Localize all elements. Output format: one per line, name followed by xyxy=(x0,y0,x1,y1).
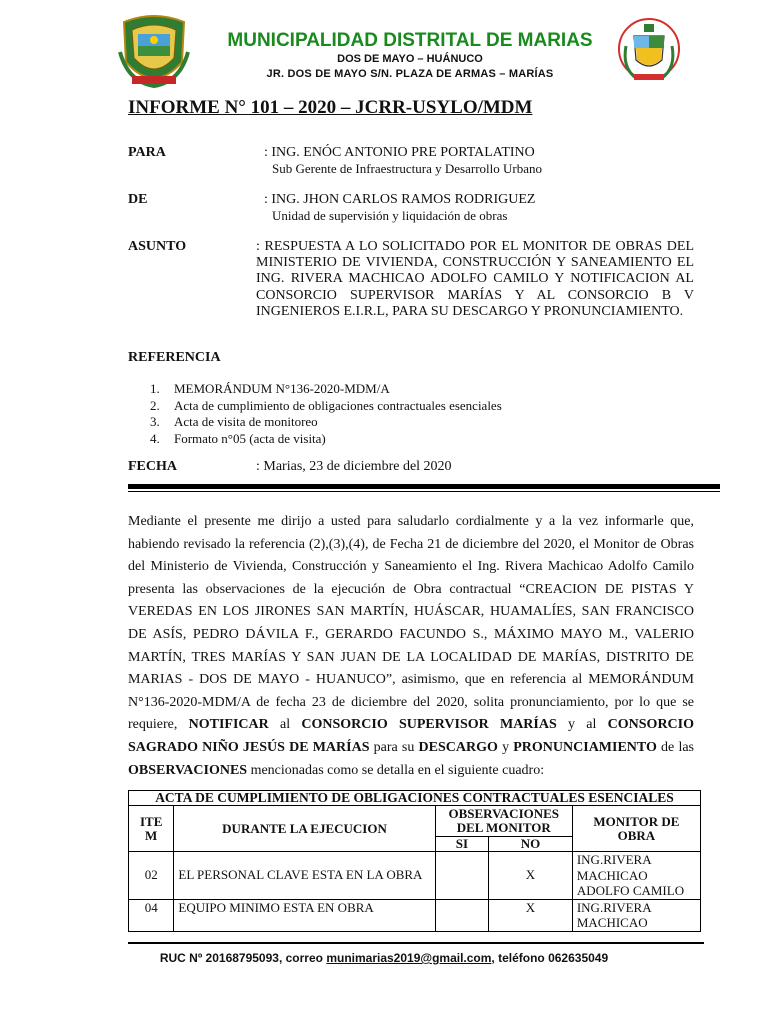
divider xyxy=(128,484,720,489)
para-name: : ING. ENÓC ANTONIO PRE PORTALATINO xyxy=(264,145,535,160)
footer-divider xyxy=(128,942,704,944)
body-paragraph: Mediante el presente me dirijo a usted para saludarlo cordialmente y a la vez informarle que, habiendo revisado la referencia (2),(3),(4), de Fecha 21 de diciembre del 2020, el Monitor de Obras del Ministerio de Vivienda, Construcción y Saneamiento el Ing. Rivera Machicao Adolfo Camilo presenta las observaciones de la ejecución de Obra contractual “CREACION DE PISTAS Y VEREDAS EN LOS JIRONES SAN MARTÍN, HUÁSCAR, HUAMALÍES, SAN FRANCISCO DE ASÍS, PEDRO DÁVILA F., GERARDO FACUNDO S., MÁXIMO MAYO M., VALERIO MARTÍN, TRES MARÍAS Y SAN JUAN DE LA LOCALIDAD DE MARÍAS, DISTRITO DE MARIAS - DOS DE MAYO - HUANUCO”, asimismo, que en referencia al MEMORÁNDUM N°136-2020-MDM/A de fecha 23 de diciembre del 2020, solita pronunciamiento, por lo que se requiere, NOTIFICAR al CONSORCIO SUPERVISOR MARÍAS y al CONSORCIO SAGRADO NIÑO JESÚS DE MARÍAS para su DESCARGO y PRONUNCIAMIENTO de las OBSERVACIONES mencionadas como se detalla en el siguiente cuadro: xyxy=(128,514,695,778)
col-item-header: ITE M xyxy=(129,806,174,852)
acta-table xyxy=(128,790,701,932)
list-item: 3. Acta de visita de monitoreo xyxy=(150,414,318,429)
reference-list xyxy=(150,381,502,447)
col-no-header: NO xyxy=(489,837,573,852)
col-durante-header: DURANTE LA EJECUCION xyxy=(174,806,435,852)
footer-contact: RUC Nº 20168795093, correo munimarias2019@gmail.com, teléfono 062635049 xyxy=(159,951,609,965)
fecha-label: FECHA xyxy=(128,459,177,474)
list-item: 4. Formato n°05 (acta de visita) xyxy=(150,430,326,446)
header-title: MUNICIPALIDAD DISTRITAL DE MARIAS xyxy=(227,30,593,51)
col-observaciones-header: OBSERVACIONES DEL MONITOR xyxy=(435,806,572,837)
municipal-seal-logo xyxy=(118,12,190,90)
fecha-value: : Marias, 23 de diciembre del 2020 xyxy=(256,459,452,474)
email-link[interactable]: munimarias2019@gmail.com xyxy=(326,951,492,965)
para-role: Sub Gerente de Infraestructura y Desarrollo Urbano xyxy=(272,161,543,176)
divider xyxy=(128,491,720,492)
asunto-text: : RESPUESTA A LO SOLICITADO POR EL MONITOR DE OBRAS DEL MINISTERIO DE VIVIENDA, CONSTRUCCIÓN Y SANEAMIENTO EL ING. RIVERA MACHICAO ADOLFO CAMILO Y NOTIFICACION AL CONSORCIO SUPERVISOR MARÍAS Y AL CONSORCIO B V INGENIEROS E.I.R.L, PARA SU DESCARGO Y PRONUNCIAMIENTO. xyxy=(256,239,694,319)
list-item: 2. Acta de cumplimiento de obligaciones contractuales esenciales xyxy=(150,397,502,413)
col-monitor-header: MONITOR DE OBRA xyxy=(572,806,700,852)
para-label: PARA xyxy=(128,145,166,160)
header-subtitle-location: DOS DE MAYO – HUÁNUCO xyxy=(337,53,483,65)
de-role: Unidad de supervisión y liquidación de obras xyxy=(272,208,508,223)
asunto-label: ASUNTO xyxy=(128,239,187,254)
document-title: INFORME N° 101 – 2020 – JCRR-USYLO/MDM xyxy=(128,97,533,118)
de-label: DE xyxy=(128,192,148,207)
referencia-label: REFERENCIA xyxy=(128,350,221,365)
peru-coat-of-arms-logo xyxy=(616,16,682,90)
de-name: : ING. JHON CARLOS RAMOS RODRIGUEZ xyxy=(264,192,536,207)
table-row: 02 EL PERSONAL CLAVE ESTA EN LA OBRA X ING.RIVERA MACHICAO ADOLFO CAMILO xyxy=(129,852,701,900)
col-si-header: SI xyxy=(435,837,488,852)
table-caption: ACTA DE CUMPLIMIENTO DE OBLIGACIONES CONTRACTUALES ESENCIALES xyxy=(129,791,701,806)
table-row: 04 EQUIPO MINIMO ESTA EN OBRA X ING.RIVERA MACHICAO xyxy=(129,899,701,931)
list-item: 1. MEMORÁNDUM N°136-2020-MDM/A xyxy=(150,381,390,396)
header-subtitle-address: JR. DOS DE MAYO S/N. PLAZA DE ARMAS – MARÍAS xyxy=(266,68,554,80)
